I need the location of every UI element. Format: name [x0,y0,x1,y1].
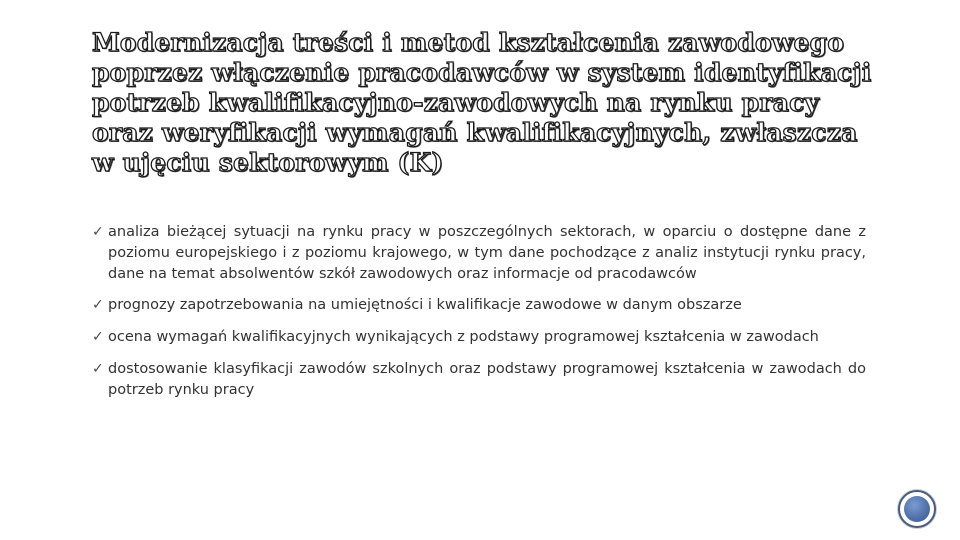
bullet-text: ocena wymagań kwalifikacyjnych wynikających z podstawy programowej kształcenia w zawodach [108,329,819,346]
checkmark-icon: ✓ [92,224,104,240]
bullet-item [92,359,866,401]
bullet-text: dostosowanie klasyfikacji zawodów szkolnych oraz podstawy programowej kształcenia w zawodach do potrzeb rynku pracy [108,360,866,398]
slide-title: Modernizacja treści i metod kształcenia zawodowego poprzez włączenie pracodawców w system identyfikacji potrzeb kwalifikacyjno-zawodowych na rynku pracy oraz weryfikacji wymagań kwalifikacyjnych, zwłaszcza w ujęciu sektorowym (K) [92,28,872,177]
circle-icon [904,496,930,522]
bullet-list [92,222,866,401]
bullet-item [92,295,866,316]
checkmark-icon: ✓ [92,360,104,377]
bullet-text: prognozy zapotrzebowania na umiejętności i kwalifikacje zawodowe w danym obszarze [108,297,742,314]
checkmark-icon: ✓ [92,297,104,314]
bullet-item [92,222,866,284]
slide-nav-button[interactable] [898,490,936,528]
bullet-text: analiza bieżącej sytuacji na rynku pracy w poszczególnych sektorach, w oparciu o dostępne dane z poziomu europejskiego i z poziomu krajowego, w tym dane pochodzące z analiz instytucji rynku pracy, dane na temat absolwentów szkół zawodowych oraz informacje od pracodawców [108,224,866,282]
bullet-item [92,327,866,348]
checkmark-icon: ✓ [92,329,104,346]
